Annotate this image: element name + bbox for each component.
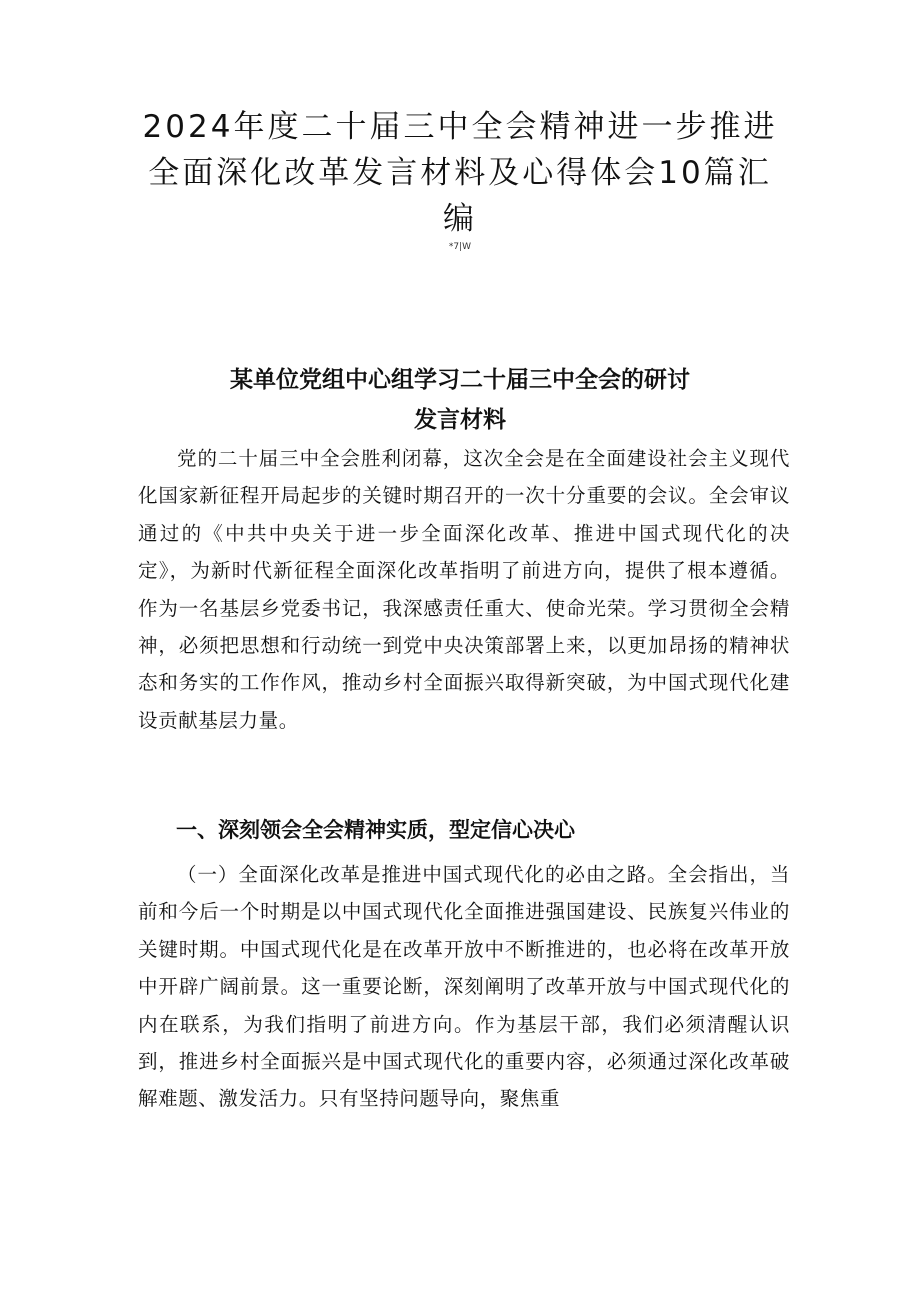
- title-note: *7|W: [448, 242, 472, 252]
- article-title-line-1: 某单位党组中心组学习二十届三中全会的研讨: [230, 367, 690, 393]
- body-paragraph-2: （一）全面深化改革是推进中国式现代化的必由之路。全会指出，当前和今后一个时期是以中国式现代化全面推进强国建设、民族复兴伟业的关键时期。中国式现代化是在改革开放中不断推进的，也必将在改革开放中开辟广阔前景。这一重要论断，深刻阐明了改革开放与中国式现代化的内在联系，为我们指明了前进方向。作为基层干部，我们必须清醒认识到，推进乡村全面振兴是中国式现代化的重要内容，必须通过深化改革破解难题、激发活力。只有坚持问题导向，聚焦重: [138, 863, 790, 1111]
- document-title-line-2: 全面深化改革发言材料及心得体会10篇汇: [148, 155, 772, 191]
- document-title: [120, 104, 800, 242]
- body-paragraph-1: 党的二十届三中全会胜利闭幕，这次全会是在全面建设社会主义现代化国家新征程开局起步的关键时期召开的一次十分重要的会议。全会审议通过的《中共中央关于进一步全面深化改革、推进中国式现代化的决定》，为新时代新征程全面深化改革指明了前进方向，提供了根本遵循。作为一名基层乡党委书记，我深感责任重大、使命光荣。学习贯彻全会精神，必须把思想和行动统一到党中央决策部署上来，以更加昂扬的精神状态和务实的工作作风，推动乡村全面振兴取得新突破，为中国式现代化建设贡献基层力量。: [138, 447, 790, 732]
- document-title-line-3: 编: [443, 201, 477, 237]
- article-title: [0, 360, 920, 440]
- section-heading-1: 一、深刻领会全会精神实质，型定信心决心: [176, 818, 575, 842]
- article-title-line-2: 发言材料: [414, 407, 506, 433]
- document-title-line-1: 2024年度二十届三中全会精神进一步推进: [142, 109, 778, 145]
